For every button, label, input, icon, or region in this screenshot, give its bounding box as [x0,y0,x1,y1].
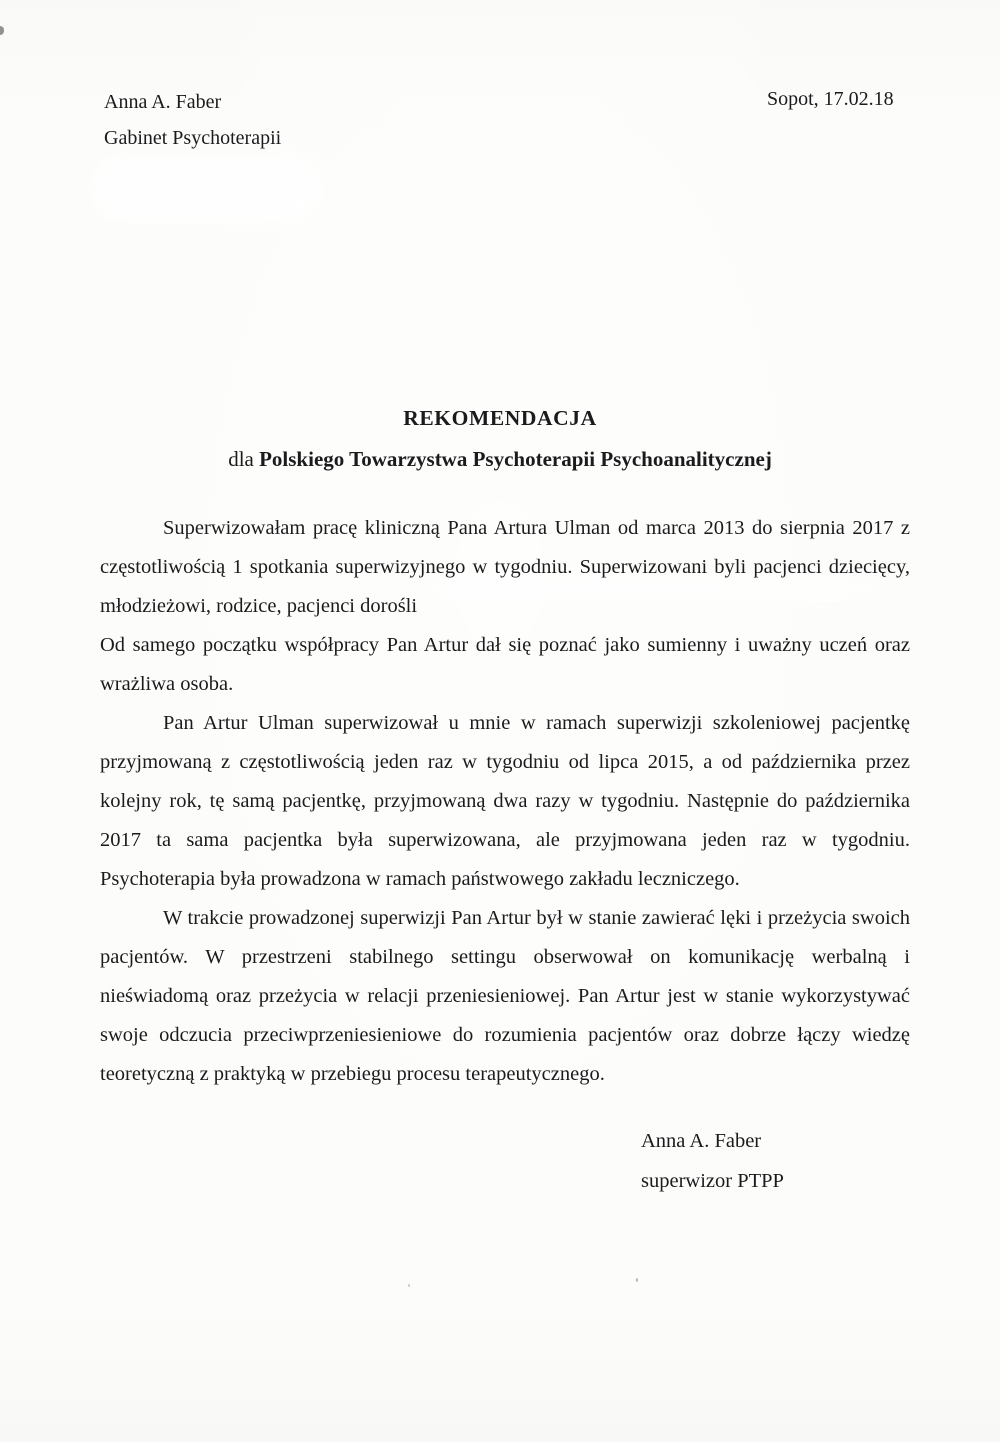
letter-body [100,509,910,1094]
signature-name: Anna A. Faber [641,1130,762,1152]
paragraph-2: Od samego początku współpracy Pan Artur dał się poznać jako sumienny i uważny uczeń oraz wrażliwa osoba. [100,634,910,695]
subtitle-organization: Polskiego Towarzystwa Psychoterapii Psychoanalitycznej [259,447,772,471]
letter-title: REKOMENDACJA [403,406,597,430]
signature-role: superwizor PTPP [641,1170,784,1192]
sender-name: Anna A. Faber [104,91,222,113]
sender-block [104,84,281,156]
paragraph-4: W trakcie prowadzonej superwizji Pan Artur był w stanie zawierać lęki i przeżycia swoich pacjentów. W przestrzeni stabilnego settingu obserwował on komunikację werbalną i nieświadomą oraz przeżycia w relacji przeniesieniowej. Pan Artur jest w stanie wykorzystywać swoje odczucia przeciwprzeniesieniowe do rozumienia pacjentów oraz dobrze łączy wiedzę teoretyczną z praktyką w przebiegu procesu terapeutycznego. [100,907,910,1085]
paragraph-3: Pan Artur Ulman superwizował u mnie w ramach superwizji szkoleniowej pacjentkę przyjmowaną z częstotliwością jeden raz w tygodniu od lipca 2015, a od października przez kolejny rok, tę samą pacjentkę, przyjmowaną dwa razy w tygodniu. Następnie do października 2017 ta sama pacjentka była superwizowana, ale przyjmowana jeden raz w tygodniu. Psychoterapia była prowadzona w ramach państwowego zakładu leczniczego. [100,712,910,890]
place-date: Sopot, 17.02.18 [767,88,894,110]
scan-speck [0,26,4,35]
scan-speck [636,1278,638,1282]
paragraph-1: Superwizowałam pracę kliniczną Pana Artura Ulman od marca 2013 do sierpnia 2017 z częstotliwością 1 spotkania superwizyjnego w tygodniu. Superwizowani byli pacjenci dziecięcy, młodzieżowi, rodzice, pacjenci dorośli [100,517,910,617]
letter-subtitle [0,447,1000,472]
erased-area-under-header [92,156,322,222]
scan-speck [408,1284,410,1287]
sender-org: Gabinet Psychoterapii [104,127,282,149]
subtitle-prefix: dla [228,447,260,471]
signature-block [641,1121,784,1201]
